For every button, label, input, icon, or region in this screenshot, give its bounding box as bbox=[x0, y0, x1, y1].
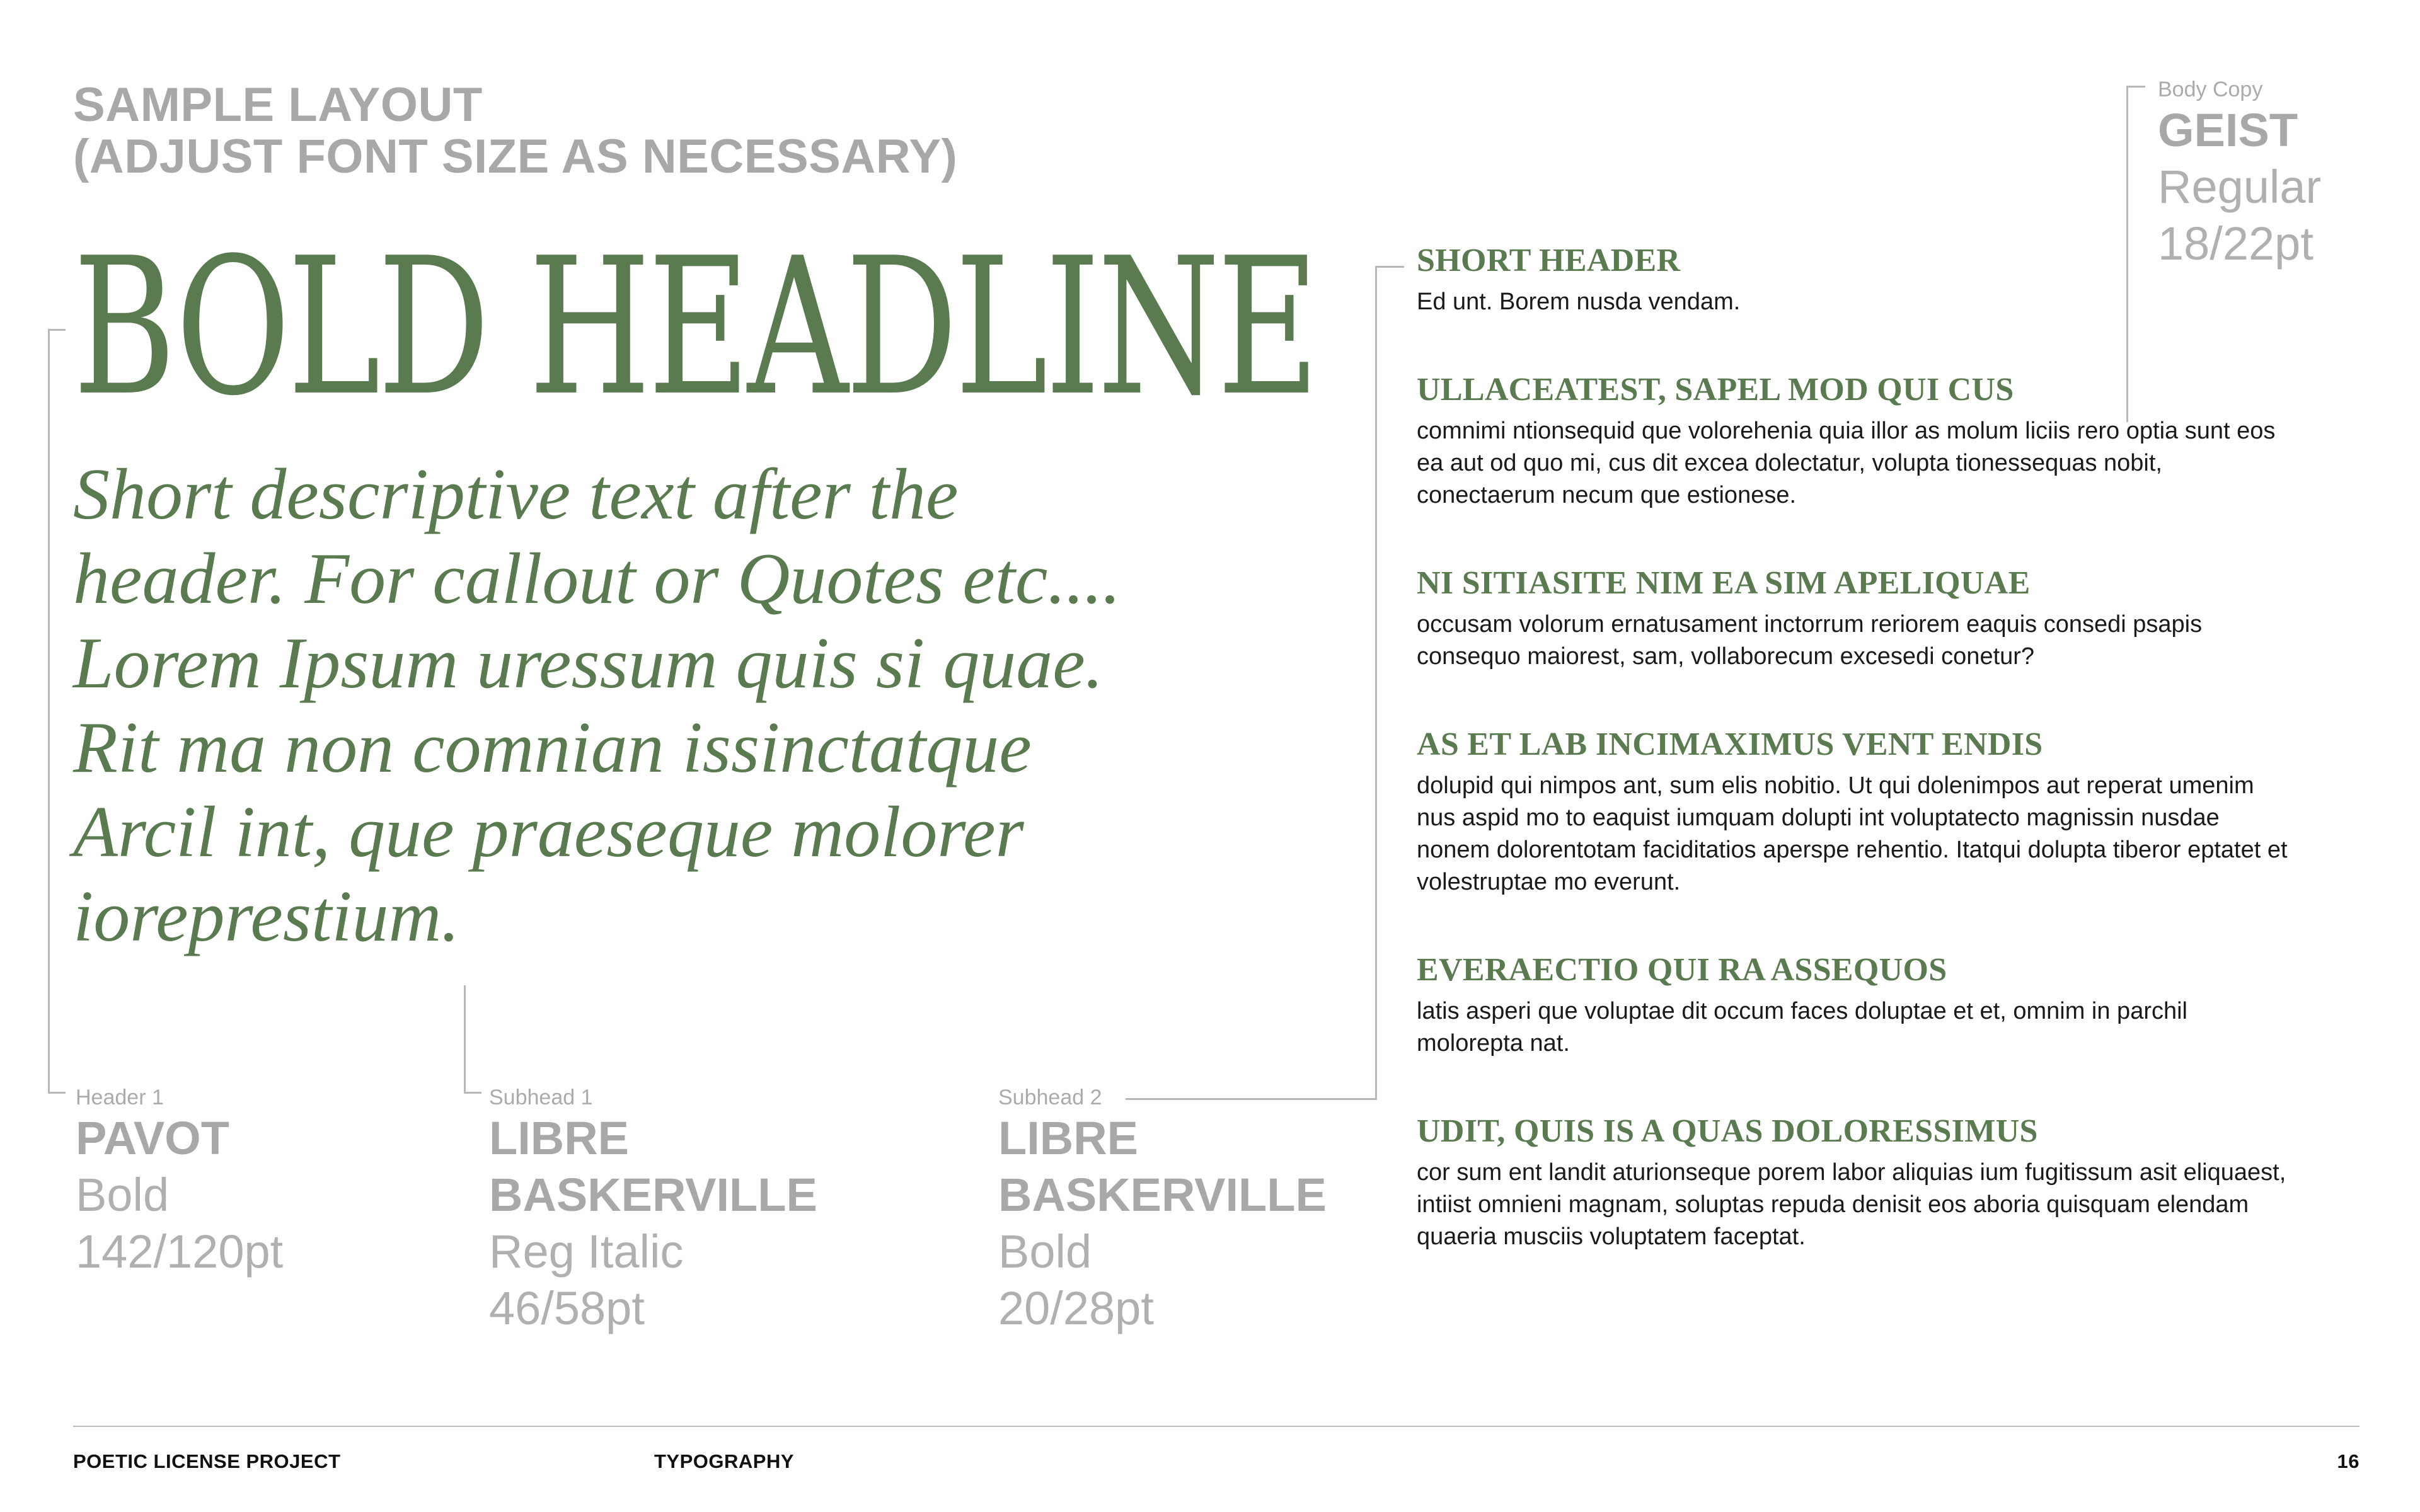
header1-leader-bottom-tick bbox=[48, 1092, 66, 1094]
section-body: dolupid qui nimpos ant, sum elis nobitio. Ut qui dolenimpos aut reperat umenim nus aspid mo to eaquist iumquam dolupti int voluptatecto magnissin nusdae nonem dolorentotam faciditatios aperspe rehentio. Itatqui dolupta tiberor eptatet et volestruptae mo everunt. bbox=[1417, 772, 2288, 895]
footer-project: POETIC LICENSE PROJECT bbox=[73, 1450, 341, 1472]
subhead1-leader-vertical bbox=[464, 985, 466, 1094]
section-body: cor sum ent landit aturionseque porem labor aliquias ium fugitissum asit eliquaest, intiist omnieni magnam, soluptas repuda denisit eos aboria quisquam elendam quaeria musciis voluptatem faceptat. bbox=[1417, 1159, 2286, 1250]
section-heading: SHORT HEADER bbox=[1417, 243, 1681, 278]
spec-body-caption: Body Copy bbox=[2158, 77, 2263, 101]
section-heading: ULLACEATEST, SAPEL MOD QUI CUS bbox=[1417, 372, 2014, 408]
spec-subhead2-family-line2: BASKERVILLE bbox=[998, 1169, 1327, 1221]
spec-header1-size: 142/120pt bbox=[76, 1225, 284, 1278]
spec-header1-weight: Bold bbox=[76, 1169, 170, 1221]
section-body: latis asperi que voluptae dit occum faces doluptae et et, omnim in parchil molorepta nat. bbox=[1417, 998, 2187, 1057]
spec-subhead1 bbox=[489, 1085, 817, 1337]
bold-headline: BOLD HEADLINE bbox=[73, 217, 1317, 437]
spec-subhead1-caption: Subhead 1 bbox=[489, 1085, 593, 1109]
header1-leader-vertical bbox=[48, 330, 50, 1094]
spec-subhead1-family-line2: BASKERVILLE bbox=[489, 1169, 817, 1221]
section-6 bbox=[1417, 1113, 2299, 1253]
sample-layout-line-1: SAMPLE LAYOUT bbox=[73, 78, 483, 132]
section-5 bbox=[1417, 951, 2299, 1060]
body-sections bbox=[1417, 242, 2299, 1253]
spec-subhead1-size: 46/58pt bbox=[489, 1282, 645, 1334]
sample-layout-line-2: (ADJUST FONT SIZE AS NECESSARY) bbox=[73, 130, 958, 183]
spec-subhead2-size: 20/28pt bbox=[998, 1282, 1154, 1334]
spec-subhead2 bbox=[998, 1085, 1327, 1337]
section-heading: AS ET LAB INCIMAXIMUS VENT ENDIS bbox=[1417, 726, 2043, 762]
spec-body-family: GEIST bbox=[2158, 104, 2298, 156]
subhead1-leader-tick bbox=[464, 1092, 481, 1094]
spec-body-size: 18/22pt bbox=[2158, 217, 2313, 270]
descriptive-subtext: Short descriptive text after the header. For callout or Quotes etc.... Lorem Ipsum uressum quis si quae. Rit ma non comnian issinctatque Arcil int, que praeseque molorer ioreprestium. bbox=[73, 454, 1121, 957]
section-2 bbox=[1417, 371, 2299, 512]
sample-layout-title bbox=[73, 79, 957, 183]
section-4 bbox=[1417, 726, 2299, 898]
footer-section: TYPOGRAPHY bbox=[654, 1450, 795, 1472]
subhead2-leader-top-tick bbox=[1375, 266, 1404, 268]
spec-body-weight: Regular bbox=[2158, 161, 2322, 213]
header1-leader-top-tick bbox=[48, 329, 66, 331]
spec-subhead1-weight: Reg Italic bbox=[489, 1225, 684, 1278]
spec-header1-caption: Header 1 bbox=[76, 1085, 164, 1109]
section-heading: UDIT, QUIS IS A QUAS DOLORESSIMUS bbox=[1417, 1113, 2038, 1149]
spec-subhead2-family-line1: LIBRE bbox=[998, 1112, 1138, 1164]
section-heading: EVERAECTIO QUI RA ASSEQUOS bbox=[1417, 952, 1947, 988]
section-body: occusam volorum ernatusament inctorrum reriorem eaquis consedi psapis consequo maiorest, sam, vollaborecum excesedi conetur? bbox=[1417, 611, 2203, 670]
footer-divider bbox=[73, 1426, 2360, 1427]
spec-subhead1-family-line1: LIBRE bbox=[489, 1112, 629, 1164]
section-heading: NI SITIASITE NIM EA SIM APELIQUAE bbox=[1417, 565, 2031, 601]
subhead2-leader-vertical bbox=[1375, 267, 1377, 1100]
spec-subhead2-weight: Bold bbox=[998, 1225, 1092, 1278]
body-leader-tick bbox=[2126, 86, 2145, 88]
spec-subhead2-caption: Subhead 2 bbox=[998, 1085, 1102, 1109]
section-3 bbox=[1417, 564, 2299, 673]
section-body: comnimi ntionsequid que volorehenia quia illor as molum liciis rero optia sunt eos ea aut od quo mi, cus dit excea dolectatur, volupta tionessequas nobit, conectaerum necum que estionese. bbox=[1417, 418, 2276, 508]
footer-page-number: 16 bbox=[2337, 1450, 2360, 1472]
spec-header1-family: PAVOT bbox=[76, 1112, 229, 1164]
section-body: Ed unt. Borem nusda vendam. bbox=[1417, 289, 1741, 315]
spec-header1 bbox=[76, 1085, 283, 1280]
section-1 bbox=[1417, 242, 2299, 318]
